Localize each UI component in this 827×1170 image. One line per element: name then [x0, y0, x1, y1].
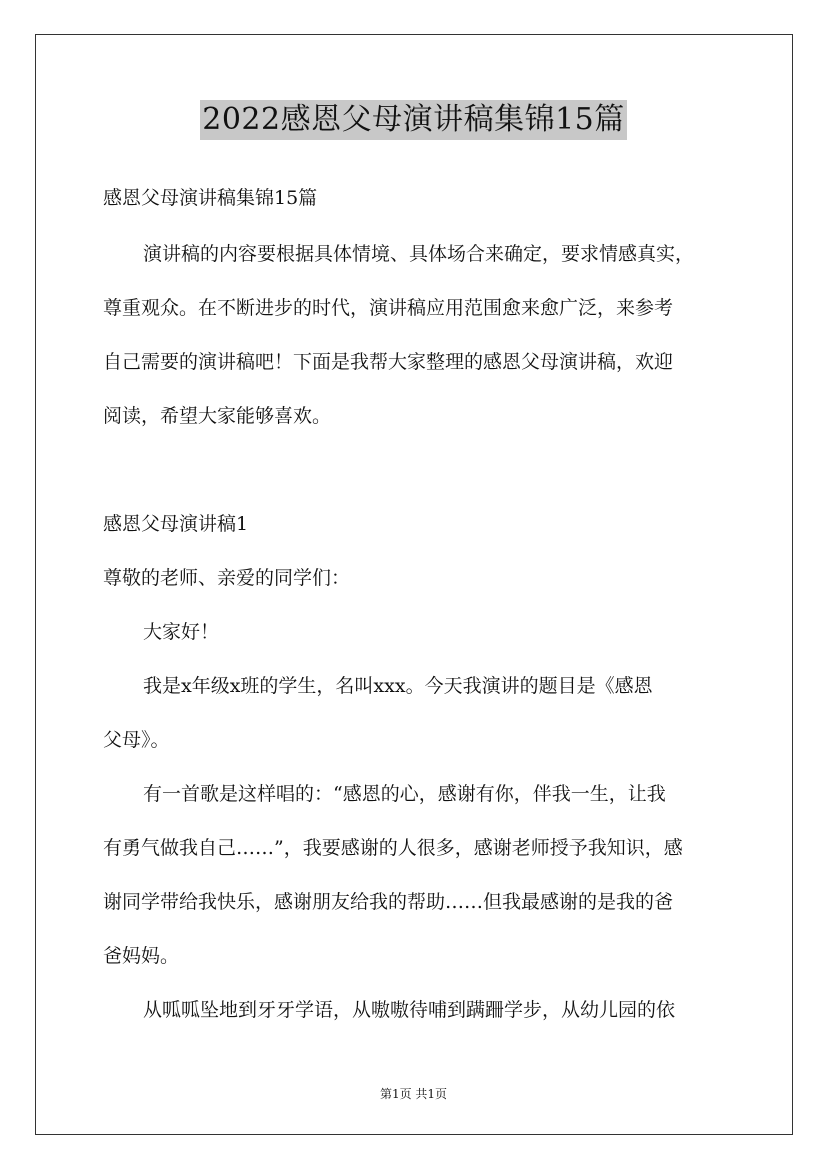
intro-line: 自己需要的演讲稿吧！下面是我帮大家整理的感恩父母演讲稿，欢迎 — [103, 351, 674, 373]
intro-line: 阅读，希望大家能够喜欢。 — [103, 405, 332, 427]
paragraph-line: 我是x年级x班的学生，名叫xxx。今天我演讲的题目是《感恩 — [143, 675, 653, 697]
paragraph-line: 爸妈妈。 — [103, 945, 180, 967]
subtitle: 感恩父母演讲稿集锦15篇 — [103, 187, 318, 209]
intro-line: 演讲稿的内容要根据具体情境、具体场合来确定，要求情感真实， — [143, 243, 695, 265]
intro-line: 尊重观众。在不断进步的时代，演讲稿应用范围愈来愈广泛，来参考 — [103, 297, 674, 319]
paragraph-line: 父母》。 — [103, 729, 170, 751]
paragraph-line: 从呱呱坠地到牙牙学语，从嗷嗷待哺到蹒跚学步，从幼儿园的依 — [143, 999, 676, 1021]
page-footer: 第1页 共1页 — [379, 1087, 448, 1101]
document-title: 2022感恩父母演讲稿集锦15篇 — [200, 100, 627, 140]
section-heading: 感恩父母演讲稿1 — [103, 513, 249, 535]
paragraph-line: 谢同学带给我快乐，感谢朋友给我的帮助……但我最感谢的是我的爸 — [103, 891, 674, 913]
title-container — [0, 100, 827, 140]
greeting: 大家好！ — [143, 621, 220, 643]
paragraph-line: 有勇气做我自己……”，我要感谢的人很多，感谢老师授予我知识，感 — [103, 837, 683, 859]
salutation: 尊敬的老师、亲爱的同学们： — [103, 567, 351, 589]
paragraph-line: 有一首歌是这样唱的：“感恩的心，感谢有你，伴我一生，让我 — [143, 783, 666, 805]
